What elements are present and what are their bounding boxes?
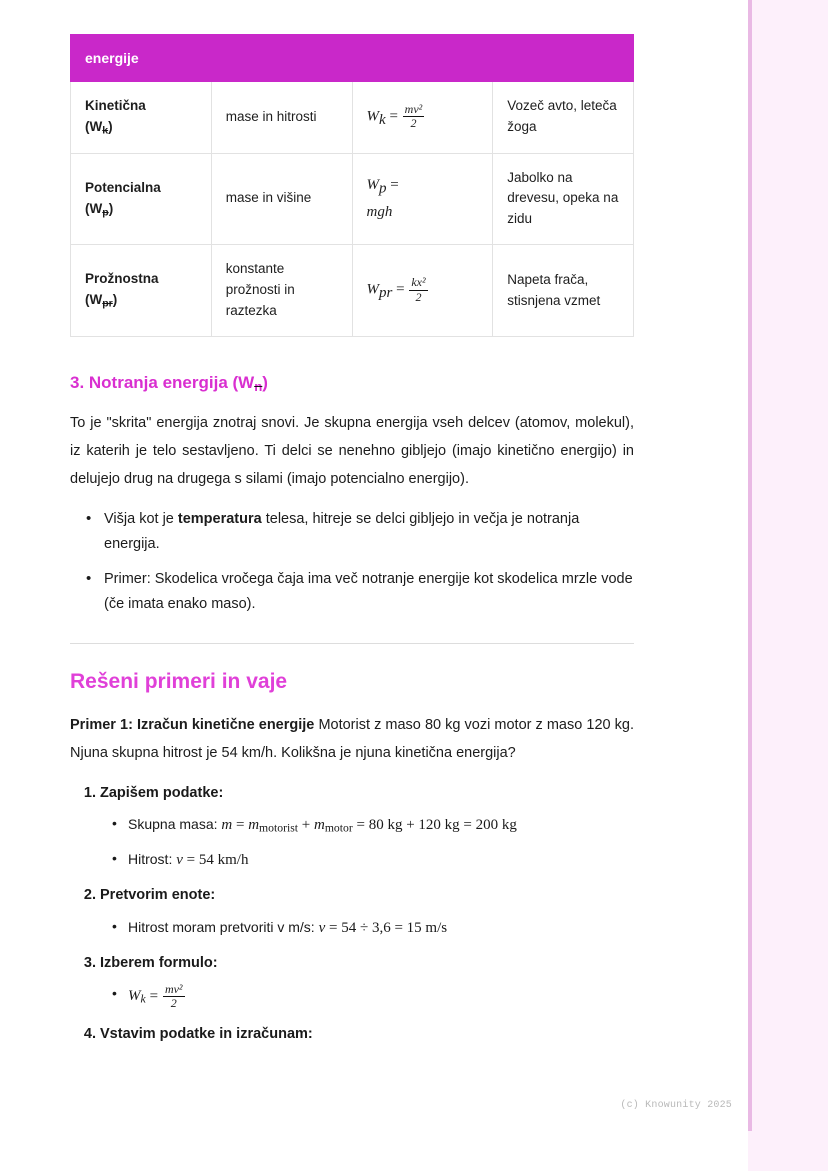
table-row (71, 82, 634, 154)
table-cell-example: Jabolko na drevesu, opeka na zidu (493, 153, 634, 245)
formula-denominator: 2 (410, 116, 417, 131)
substep-math: v = 54 ÷ 3,6 = 15 m/s (318, 919, 448, 936)
step-sublist (100, 983, 634, 1011)
energy-types-table (70, 34, 634, 337)
substep-math: $m = m_{motorist} + m_{motor} = 80$ kg + 120 kg = 200 kg (221, 817, 517, 835)
page-side-rule (748, 0, 752, 1131)
bullet-pre: Višja kot je (104, 511, 178, 528)
substep-math: $W_k$ (128, 988, 146, 1006)
table-header-cell-2 (211, 35, 352, 82)
bullet-post: telesa, hitreje se delci gibljejo in večja je notranja energija. (104, 511, 580, 553)
list-item (118, 813, 634, 838)
bullet-bold: temperatura (177, 511, 262, 528)
table-header-cell-3 (352, 35, 493, 82)
table-header-cell-4 (493, 35, 634, 82)
step-label: Izberem formulo: (100, 954, 218, 971)
section-heading-internal-energy (70, 373, 634, 394)
page-side-strip (748, 0, 828, 1171)
table-header-cell-1: energije (71, 35, 212, 82)
list-item (118, 916, 634, 940)
example-1-paragraph (70, 712, 634, 768)
table-row (71, 153, 634, 245)
example-1-text: Motorist z maso 80 kg vozi motor z maso 120 kg. Njuna skupna hitrost je 54 km/h. Kolikšna je njuna kinetična energija? (70, 717, 634, 762)
internal-energy-bullets (70, 507, 634, 617)
energy-name: Prožnostna (85, 271, 159, 287)
table-cell-example: Vozeč avto, leteča žoga (493, 82, 634, 154)
table-cell-desc: mase in višine (211, 153, 352, 245)
energy-name: Kinetična (85, 98, 146, 113)
formula-variable: W (366, 108, 379, 125)
internal-energy-paragraph: To je "skrita" energija znotraj snovi. Je skupna energija vseh delcev (atomov, molekul), iz katerih je telo sestavljeno. Ti delci se nenehno gibljejo (imajo kinetično energijo) in delujejo drug na drugega s silami (imajo potencialno energijo). (70, 414, 634, 487)
table-cell-name: Kinetična $(W_k)$ (71, 82, 212, 154)
step-label: Vstavim podatke in izračunam: (100, 1025, 313, 1042)
step-item (100, 782, 634, 872)
formula-denominator: 2 (415, 289, 422, 304)
step-sublist (100, 813, 634, 872)
table-cell-formula: Wp = mgh (352, 153, 493, 245)
substep-text: Hitrost moram pretvoriti v m/s: (128, 918, 319, 935)
step-label: Pretvorim enote: (100, 887, 216, 904)
table-cell-formula: Wk = $\frac{\text{mv²}}{2}$ (352, 82, 493, 154)
example-1-steps (70, 782, 634, 1046)
table-cell-name: Potencialna $(W_p)$ (71, 153, 212, 245)
section-heading-text: 3. Notranja energija (W (70, 373, 255, 393)
substep-text: Hitrost: (128, 851, 177, 868)
energy-name-subscript: pr (102, 297, 113, 310)
formula-numerator: kx² (411, 275, 426, 290)
energy-name-subscript: p (102, 205, 109, 218)
step-label: Zapišem podatke: (100, 784, 224, 801)
list-item (118, 848, 634, 872)
formula-variable: W (366, 177, 379, 194)
formula-numerator: mv² (404, 101, 423, 116)
energy-name-subscript: k (102, 124, 109, 137)
list-item (92, 567, 634, 617)
step-item (100, 1023, 634, 1046)
formula-subscript: pr (379, 284, 393, 301)
formula-fraction: $\frac{\text{mv²}}{2}$ (164, 981, 183, 1011)
section-heading-subscript: n (254, 378, 263, 394)
page-footer-copyright: (c) Knowunity 2025 (620, 1100, 732, 1111)
list-item: • $W_k$ = $\frac{\text{mv²}}{2}$ (118, 983, 634, 1011)
table-cell-formula: Wpr = $\frac{\text{kx²}}{2}$ (352, 245, 493, 337)
substep-text: Skupna masa: (128, 816, 222, 833)
table-row (71, 245, 634, 337)
bullet-pre: Primer: Skodelica vročega čaja ima več notranje energije kot skodelica mrzle vode (če imata enako maso). (104, 571, 633, 613)
table-header-row (71, 35, 634, 82)
step-item (100, 952, 634, 1011)
formula-fraction (409, 276, 427, 304)
examples-heading: Rešeni primeri in vaje (70, 670, 288, 694)
table-cell-name: Prožnostna $(W_{pr})$ (71, 245, 212, 337)
formula-rhs: mgh (366, 203, 393, 220)
table-cell-example: Napeta frača, stisnjena vzmet (493, 245, 634, 337)
substep-math: v = 54 km/h (176, 852, 249, 869)
table-cell-desc: konstante prožnosti in raztezka (211, 245, 352, 337)
formula-subscript: k (379, 111, 386, 128)
step-sublist (100, 916, 634, 940)
energy-name: Potencialna (85, 179, 161, 195)
step-item (100, 884, 634, 939)
formula-subscript: p (379, 180, 387, 197)
list-item (92, 507, 634, 557)
formula-fraction (403, 103, 425, 131)
section-heading-suffix: ) (262, 373, 268, 393)
example-1-title: Primer 1: Izračun kinetične energije (70, 717, 315, 734)
formula-variable: W (366, 281, 379, 298)
document-content (70, 0, 634, 1058)
section-divider (70, 643, 634, 644)
table-cell-desc: mase in hitrosti (211, 82, 352, 154)
